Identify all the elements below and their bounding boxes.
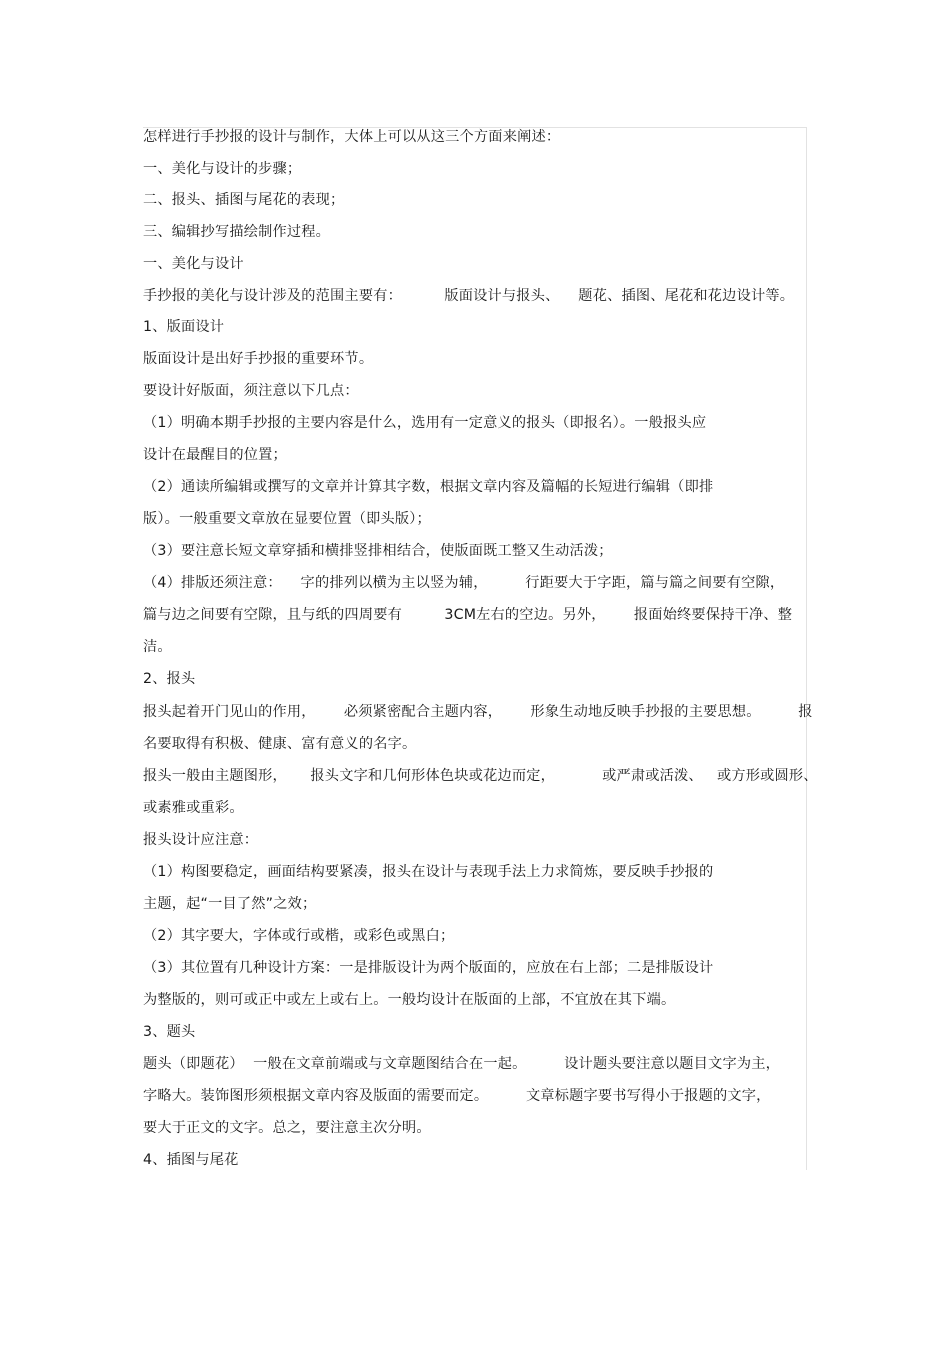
- list-item-line: 洁。: [143, 639, 172, 655]
- subsection-heading: 2、报头: [143, 671, 196, 687]
- list-item-line: （4）排版还须注意： 字的排列以横为主以竖为辅， 行距要大于字距，篇与篇之间要有空隙，: [143, 575, 785, 591]
- list-item-line: 篇与边之间要有空隙，且与纸的四周要有 3CM左右的空边。另外， 报面始终要保持干净、整: [143, 607, 793, 623]
- paragraph-line: 要大于正文的文字。总之，要注意主次分明。: [143, 1120, 431, 1136]
- list-item-line: （3）其位置有几种设计方案：一是排版设计为两个版面的，应放在右上部；二是排版设计: [143, 960, 714, 976]
- paragraph-line: 名要取得有积极、健康、富有意义的名字。: [143, 736, 417, 752]
- paragraph-line: 报头起着开门见山的作用， 必须紧密配合主题内容， 形象生动地反映手抄报的主要思想。 报: [143, 704, 813, 720]
- list-item-line: 为整版的，则可或正中或左上或右上。一般均设计在版面的上部，不宜放在其下端。: [143, 992, 676, 1008]
- paragraph-line: 或素雅或重彩。: [143, 800, 244, 816]
- text-frame-right-border: [806, 127, 807, 1170]
- subsection-heading: 1、版面设计: [143, 319, 225, 335]
- list-item-line: （1）构图要稳定，画面结构要紧凑，报头在设计与表现手法上力求简炼，要反映手抄报的: [143, 864, 714, 880]
- paragraph-line: 版面设计是出好手抄报的重要环节。: [143, 351, 374, 367]
- intro-line: 怎样进行手抄报的设计与制作，大体上可以从这三个方面来阐述：: [143, 129, 561, 145]
- subsection-heading: 4、插图与尾花: [143, 1152, 239, 1168]
- paragraph-line: 报头设计应注意：: [143, 832, 259, 848]
- list-item-line: （3）要注意长短文章穿插和横排竖排相结合，使版面既工整又生动活泼；: [143, 543, 613, 559]
- section-heading: 一、美化与设计: [143, 256, 244, 272]
- paragraph-line: 字略大。装饰图形须根据文章内容及版面的需要而定。 文章标题字要书写得小于报题的文字，: [143, 1088, 771, 1104]
- list-item-line: 设计在最醒目的位置；: [143, 447, 287, 463]
- list-item-line: 主题，起“一目了然”之效；: [143, 896, 317, 912]
- outline-item-3: 三、编辑抄写描绘制作过程。: [143, 224, 331, 240]
- paragraph-line: 报头一般由主题图形， 报头文字和几何形体色块或花边而定， 或严肃或活泼、 或方形或圆形、: [143, 768, 818, 784]
- list-item-line: （2）其字要大，字体或行或楷，或彩色或黑白；: [143, 928, 455, 944]
- outline-item-2: 二、报头、插图与尾花的表现；: [143, 192, 345, 208]
- paragraph-line: 要设计好版面，须注意以下几点：: [143, 383, 359, 399]
- list-item-line: 版）。一般重要文章放在显要位置（即头版）；: [143, 511, 431, 527]
- list-item-line: （1）明确本期手抄报的主要内容是什么，选用有一定意义的报头（即报名）。一般报头应: [143, 415, 707, 431]
- subsection-heading: 3、题头: [143, 1024, 196, 1040]
- list-item-line: （2）通读所编辑或撰写的文章并计算其字数，根据文章内容及篇幅的长短进行编辑（即排: [143, 479, 714, 495]
- paragraph-line: 题头（即题花） 一般在文章前端或与文章题图结合在一起。 设计题头要注意以题目文字为主，: [143, 1056, 780, 1072]
- outline-item-1: 一、美化与设计的步骤；: [143, 161, 302, 177]
- paragraph-line: 手抄报的美化与设计涉及的范围主要有： 版面设计与报头、 题花、插图、尾花和花边设计等。: [143, 288, 795, 304]
